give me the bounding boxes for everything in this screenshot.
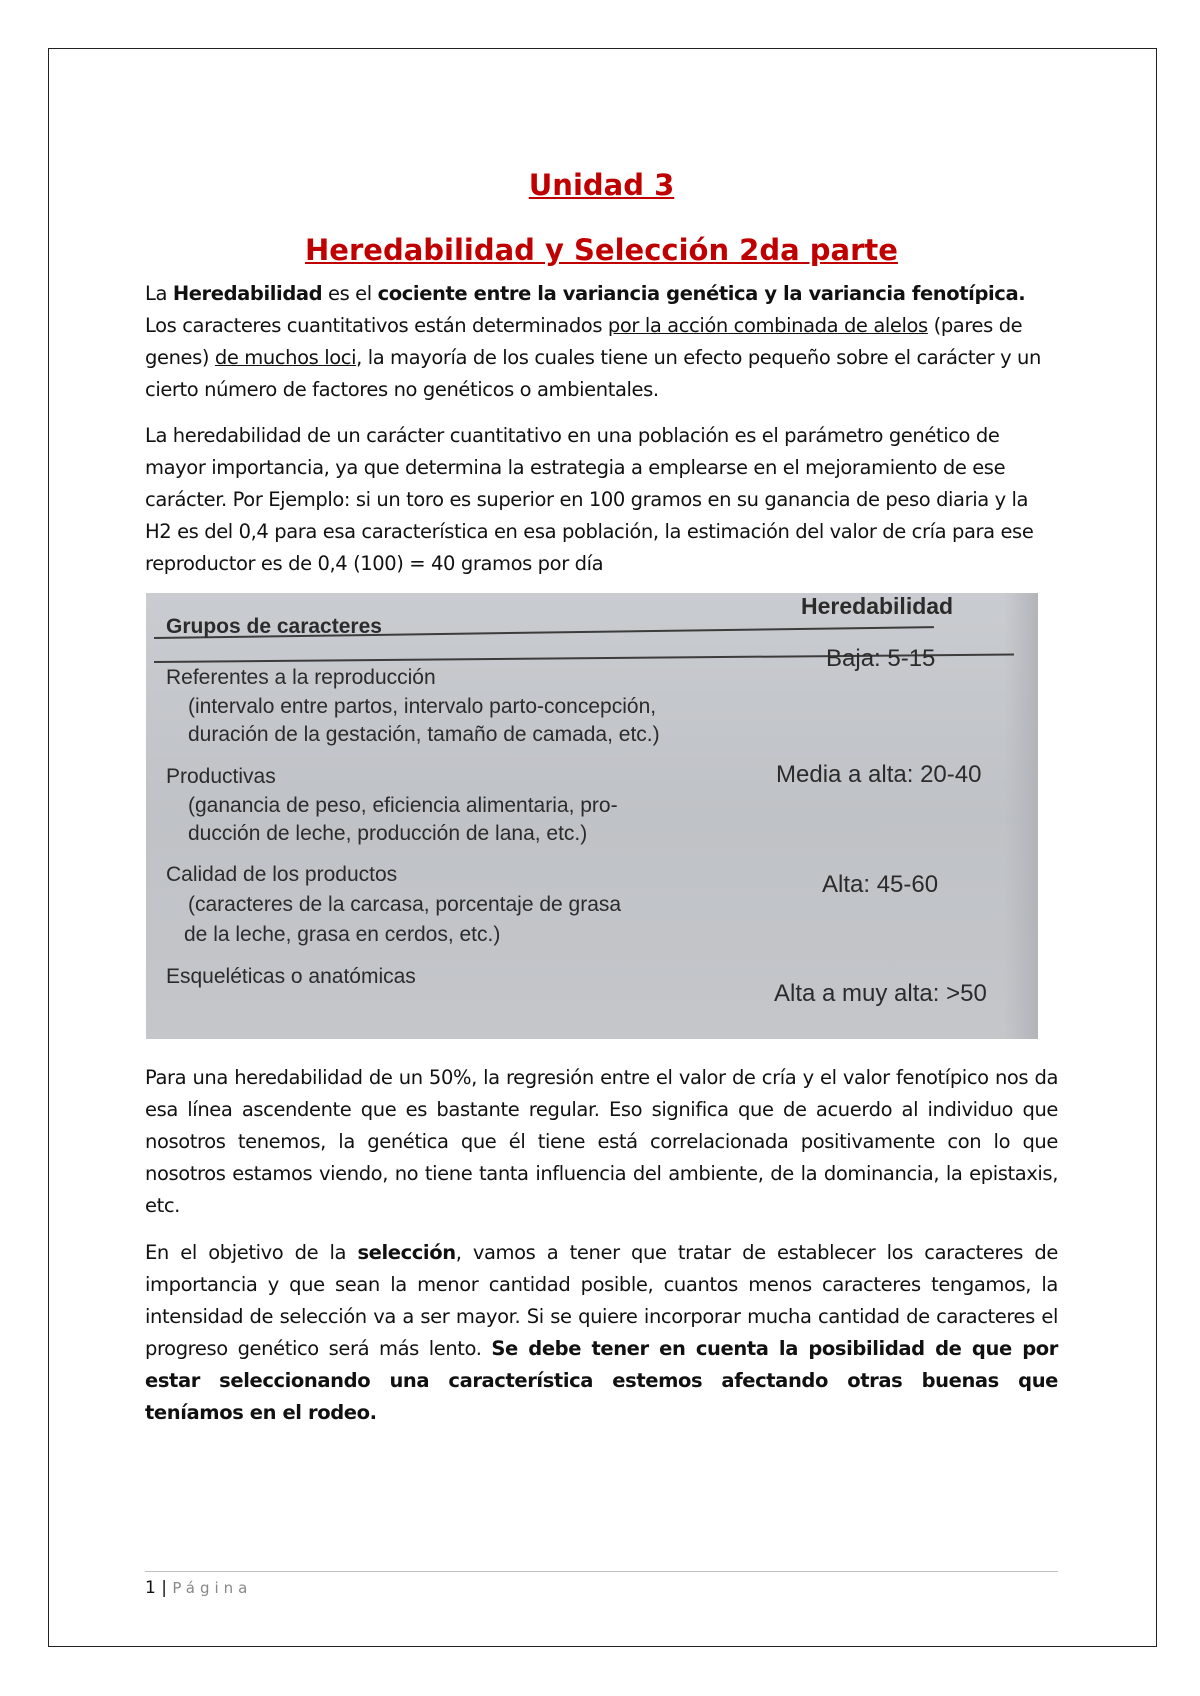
row-group: Esqueléticas o anatómicas xyxy=(166,965,416,988)
row-value: Alta: 45-60 xyxy=(822,871,939,898)
page-label: Página xyxy=(172,1579,253,1597)
row-detail: (ganancia de peso, eficiencia alimentaria, pro- xyxy=(188,794,618,817)
section-title: Heredabilidad y Selección 2da parte xyxy=(305,233,898,267)
row-detail: (intervalo entre partos, intervalo parto-concepción, xyxy=(188,695,657,718)
row-value: Alta a muy alta: >50 xyxy=(774,980,987,1007)
underlined-phrase: por la acción combinada de alelos xyxy=(607,314,928,337)
term-heredabilidad: Heredabilidad xyxy=(172,282,323,305)
page-number: 1 xyxy=(145,1578,156,1598)
unit-title: Unidad 3 xyxy=(528,168,675,202)
row-group: Referentes a la reproducción xyxy=(166,666,436,689)
paragraph-selection xyxy=(145,1237,1058,1429)
text-run: es el xyxy=(322,282,378,305)
row-value: Media a alta: 20-40 xyxy=(776,761,982,788)
row-group: Calidad de los productos xyxy=(166,863,398,886)
footer-separator: | xyxy=(161,1578,167,1598)
table-col-heritability: Heredabilidad xyxy=(801,593,954,619)
scan-edge-shadow xyxy=(1004,593,1038,1039)
text-run: , la mayoría de los cuales tiene un efecto pequeño sobre el carácter y un cierto número de factores no genéticos o ambientales. xyxy=(145,346,1041,401)
paragraph-regression: Para una heredabilidad de un 50%, la regresión entre el valor de cría y el valor fenotípico nos da esa línea ascendente que es bastante regular. Eso significa que de acuerdo al individuo que nosotros tenemos, la genética que él tiene está correlacionada positivamente con lo que nosotros estamos viendo, no tiene tanta influencia del ambiente, de la dominancia, la epistaxis, etc. xyxy=(145,1066,1058,1217)
row-detail: de la leche, grasa en cerdos, etc.) xyxy=(184,923,501,946)
row-detail: duración de la gestación, tamaño de camada, etc.) xyxy=(188,723,660,746)
term-seleccion: selección xyxy=(357,1241,456,1264)
paragraph-example: La heredabilidad de un carácter cuantitativo en una población es el parámetro genético de mayor importancia, ya que determina la estrategia a emplearse en el mejoramiento de ese carácter. Por Ejemplo: si un toro es superior en 100 gramos en su ganancia de peso diaria y la H2 es del 0,4 para esa característica en esa población, la estimación del valor de cría para ese reproductor es de 0,4 (100) = 40 gramos por día xyxy=(145,424,1034,575)
footer-divider xyxy=(145,1571,1058,1572)
text-run: Los caracteres cuantitativos están determinados xyxy=(145,314,608,337)
heritability-table-image xyxy=(146,593,1038,1039)
row-group: Productivas xyxy=(166,765,276,788)
conclusion-emphasis: Se debe tener en cuenta la posibilidad de que por estar seleccionando una característica estemos afectando otras buenas que teníamos en el rodeo. xyxy=(145,1337,1058,1424)
paragraph-definition xyxy=(145,278,1058,406)
row-detail: (caracteres de la carcasa, porcentaje de grasa xyxy=(188,893,622,916)
page-footer xyxy=(145,1578,252,1598)
row-value: Baja: 5-15 xyxy=(826,645,936,672)
text-run: En el objetivo de la xyxy=(145,1241,358,1264)
row-detail: ducción de leche, producción de lana, etc.) xyxy=(188,822,588,845)
text-run: (pares de genes) xyxy=(145,314,1023,369)
text-run: La xyxy=(145,282,173,305)
definition-emphasis: cociente entre la variancia genética y la variancia fenotípica. xyxy=(377,282,1026,305)
text-run: , vamos a tener que tratar de establecer los caracteres de importancia y que sean la menor cantidad posible, cuantos menos caracteres tengamos, la intensidad de selección va a ser mayor. Si se quiere incorporar mucha cantidad de caracteres el progreso genético será más lento. xyxy=(145,1241,1058,1360)
underlined-phrase: de muchos loci xyxy=(214,346,357,369)
table-col-groups: Grupos de caracteres xyxy=(166,615,382,638)
